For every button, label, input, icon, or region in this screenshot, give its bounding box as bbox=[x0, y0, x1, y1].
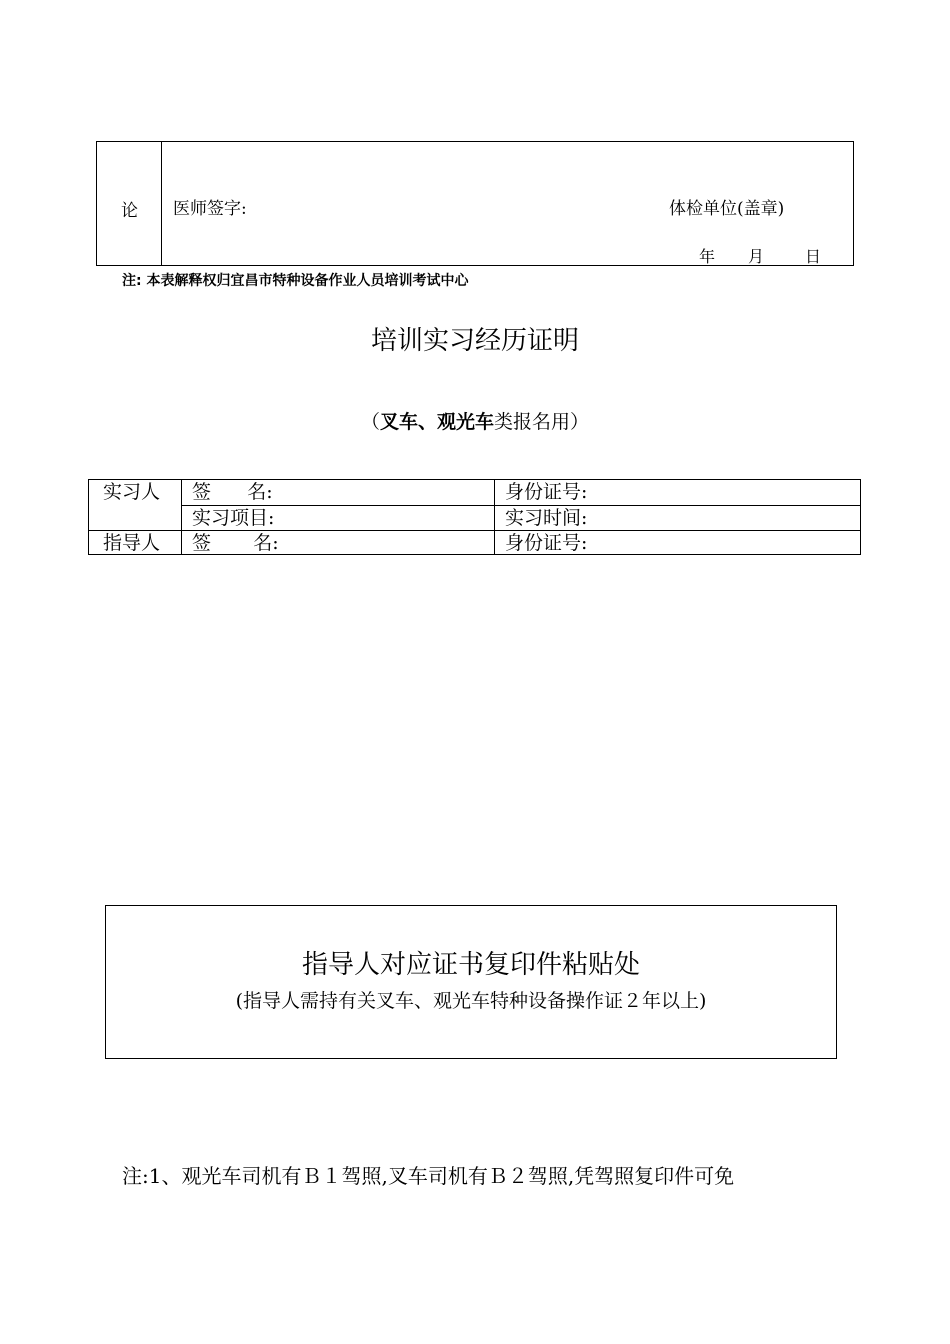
time-field[interactable]: 实习时间: bbox=[505, 507, 588, 529]
trainee-id-field[interactable]: 身份证号: bbox=[505, 481, 588, 503]
date-month-label: 月 bbox=[748, 247, 765, 266]
project-field[interactable]: 实习项目: bbox=[192, 507, 275, 529]
doctor-signature-label: 医师签字: bbox=[173, 199, 247, 219]
mentor-id-field[interactable]: 身份证号: bbox=[505, 532, 588, 554]
info-table bbox=[88, 479, 861, 555]
paste-area-title: 指导人对应证书复印件粘贴处 bbox=[301, 950, 640, 980]
footnote: 注: 本表解释权归宜昌市特种设备作业人员培训考试中心 bbox=[122, 273, 469, 289]
page-title: 培训实习经历证明 bbox=[370, 326, 579, 356]
trainee-label: 实习人 bbox=[103, 481, 161, 503]
column-divider bbox=[494, 480, 495, 554]
column-divider bbox=[181, 480, 182, 554]
paste-area-note: (指导人需持有关叉车、观光车特种设备操作证２年以上) bbox=[235, 990, 707, 1012]
exam-unit-stamp-label: 体检单位(盖章) bbox=[669, 199, 785, 219]
date-year-label: 年 bbox=[699, 247, 716, 266]
certificate-paste-area bbox=[105, 905, 837, 1059]
subtitle-bold: 叉车、观光车 bbox=[379, 411, 494, 433]
trainee-sign-field[interactable]: 签 名: bbox=[192, 481, 273, 503]
subtitle-open: （ bbox=[360, 411, 380, 433]
conclusion-box bbox=[96, 141, 854, 266]
date-day-label: 日 bbox=[805, 247, 822, 266]
column-divider bbox=[161, 142, 162, 265]
conclusion-label: 论 bbox=[121, 201, 138, 221]
page-subtitle bbox=[0, 407, 950, 434]
bottom-note: 注:1、观光车司机有Ｂ１驾照,叉车司机有Ｂ２驾照,凭驾照复印件可免 bbox=[122, 1164, 735, 1188]
mentor-sign-field[interactable]: 签 名: bbox=[192, 532, 279, 554]
mentor-label: 指导人 bbox=[103, 532, 161, 554]
subtitle-rest: 类报名用） bbox=[494, 411, 590, 433]
